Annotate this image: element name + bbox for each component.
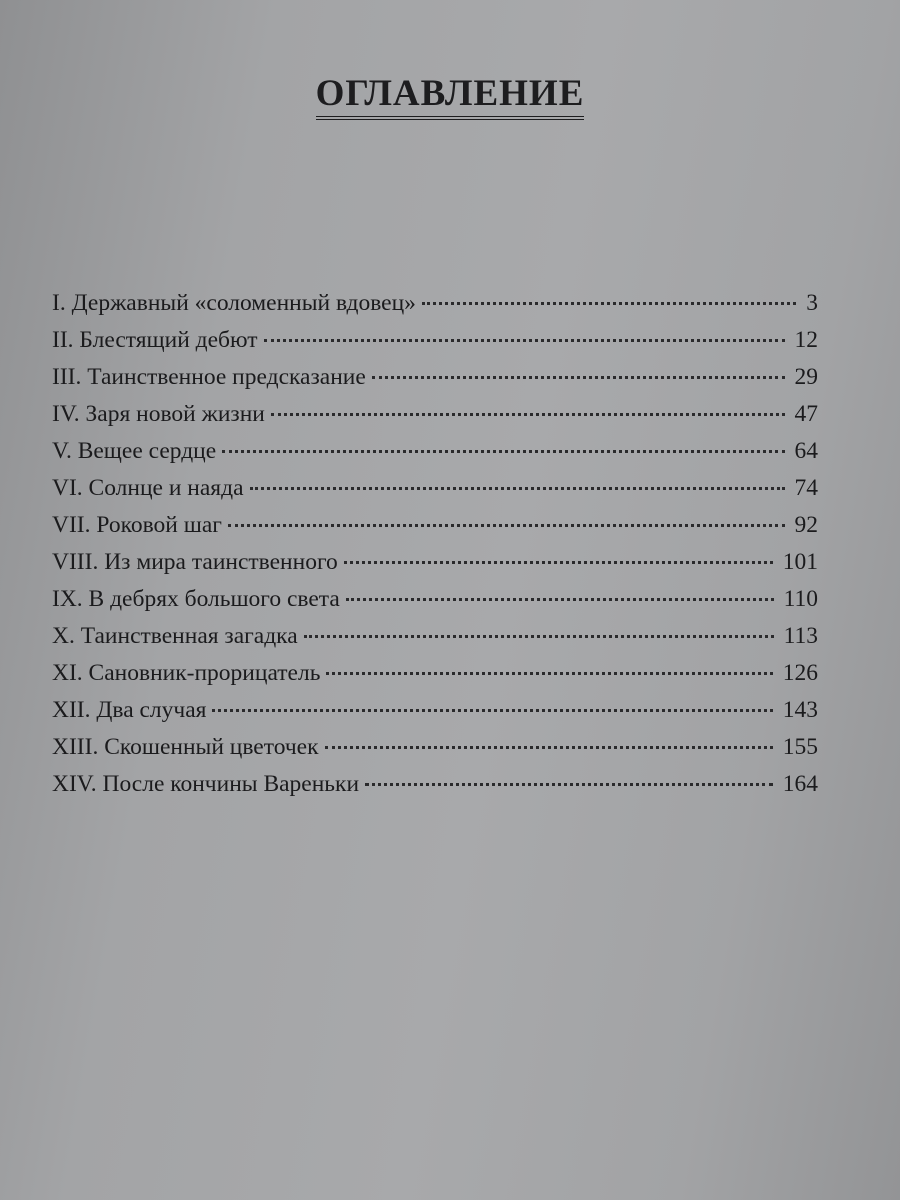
toc-entry-page: 155 <box>782 734 818 760</box>
toc-entry-title: XIII. Скошенный цветочек <box>52 734 319 760</box>
toc-entry-page: 92 <box>794 512 818 538</box>
toc-entry-title: III. Таинственное предсказание <box>52 364 366 390</box>
toc-entry-page: 101 <box>782 549 818 575</box>
toc-entry <box>52 549 818 586</box>
dot-leader <box>325 746 773 749</box>
toc-entry-title: XII. Два случая <box>52 697 207 723</box>
dot-leader <box>372 376 785 379</box>
page-title-text: ОГЛАВЛЕНИЕ <box>316 74 585 120</box>
table-of-contents <box>52 290 818 808</box>
toc-entry-title: X. Таинственная загадка <box>52 623 298 649</box>
toc-entry-title: XI. Сановник-прорицатель <box>52 660 321 686</box>
dot-leader <box>250 487 785 490</box>
toc-entry <box>52 327 818 364</box>
dot-leader <box>365 783 773 786</box>
toc-entry-title: VI. Солнце и наяда <box>52 475 244 501</box>
toc-entry-page: 47 <box>794 401 818 427</box>
toc-entry-title: IV. Заря новой жизни <box>52 401 265 427</box>
dot-leader <box>212 709 772 712</box>
toc-entry-page: 29 <box>794 364 818 390</box>
toc-entry-page: 164 <box>782 771 818 797</box>
toc-entry <box>52 697 818 734</box>
toc-entry-page: 12 <box>794 327 818 353</box>
toc-entry-title: IX. В дебрях большого света <box>52 586 340 612</box>
toc-entry-page: 64 <box>794 438 818 464</box>
toc-entry-title: XIV. После кончины Вареньки <box>52 771 360 797</box>
toc-entry <box>52 438 818 475</box>
toc-entry <box>52 475 818 512</box>
toc-entry-title: VIII. Из мира таинственного <box>52 549 338 575</box>
toc-entry <box>52 290 818 327</box>
dot-leader <box>304 635 774 638</box>
toc-entry-page: 143 <box>782 697 818 723</box>
toc-entry <box>52 364 818 401</box>
toc-entry-title: II. Блестящий дебют <box>52 327 258 353</box>
dot-leader <box>228 524 785 527</box>
toc-entry <box>52 734 818 771</box>
toc-entry-title: I. Державный «соломенный вдовец» <box>52 290 416 316</box>
toc-entry <box>52 623 818 660</box>
toc-entry-page: 110 <box>783 586 818 612</box>
toc-entry-page: 74 <box>794 475 818 501</box>
dot-leader <box>271 413 785 416</box>
page-title <box>0 72 900 120</box>
toc-entry-page: 113 <box>783 623 818 649</box>
toc-entry <box>52 512 818 549</box>
dot-leader <box>346 598 774 601</box>
dot-leader <box>222 450 784 453</box>
toc-entry <box>52 660 818 697</box>
toc-entry-title: V. Вещее сердце <box>52 438 217 464</box>
toc-entry-page: 3 <box>806 290 818 316</box>
toc-entry <box>52 401 818 438</box>
dot-leader <box>344 561 773 564</box>
dot-leader <box>326 672 772 675</box>
toc-entry-title: VII. Роковой шаг <box>52 512 222 538</box>
dot-leader <box>422 302 796 305</box>
dot-leader <box>264 339 785 342</box>
toc-entry <box>52 586 818 623</box>
toc-entry <box>52 771 818 808</box>
toc-entry-page: 126 <box>782 660 818 686</box>
